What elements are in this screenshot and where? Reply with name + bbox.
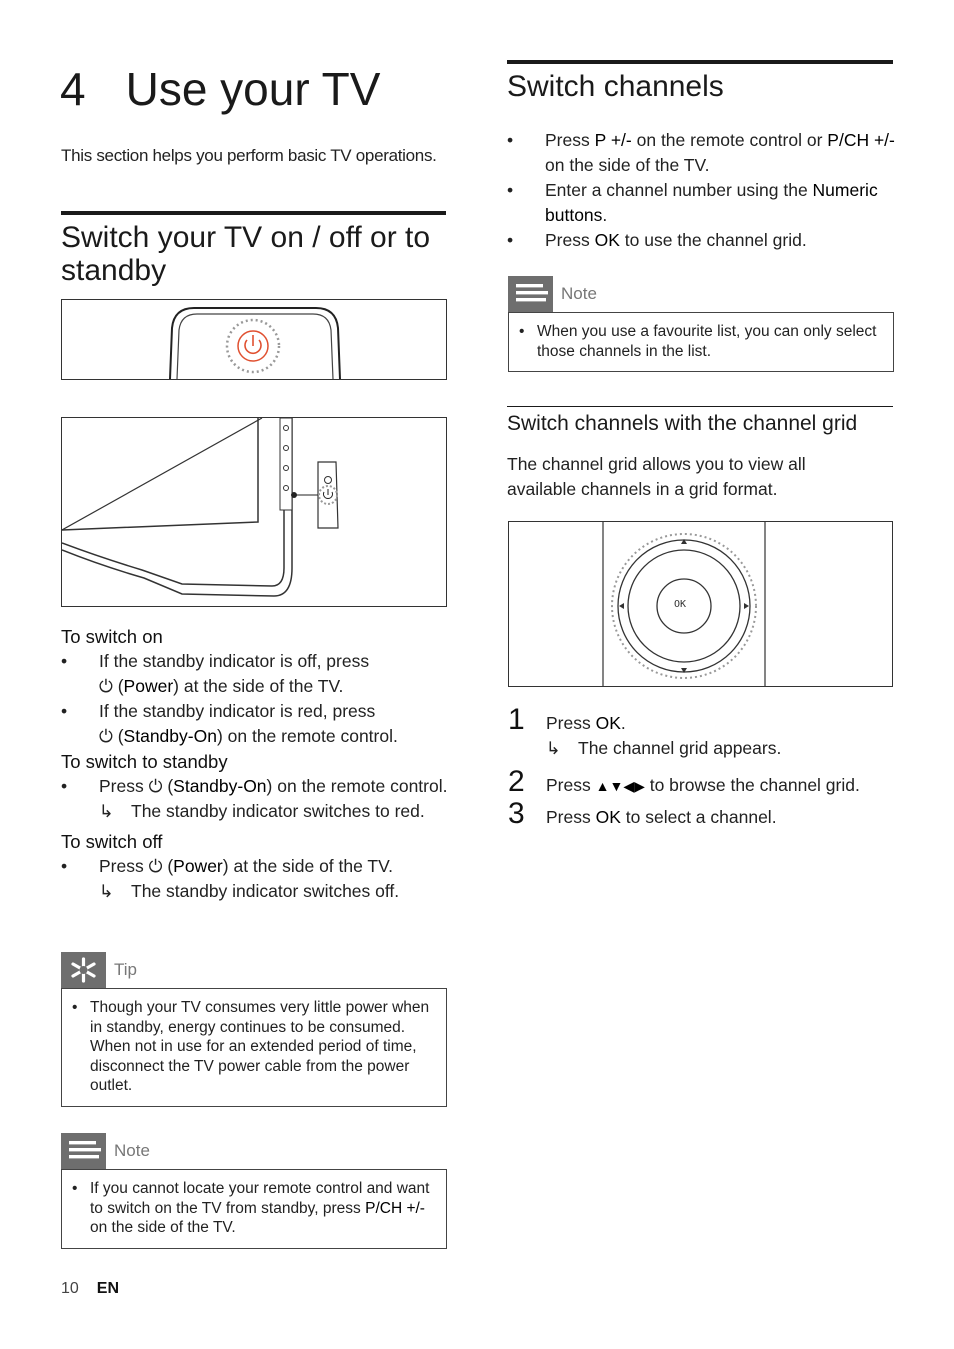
list-item: • Press ⏻ (Standby-On) on the remote control. ↳ The standby indicator switches to red.: [61, 774, 451, 824]
switch-channels-list: [507, 128, 897, 253]
page-footer: [61, 1280, 119, 1298]
bullet: •: [61, 701, 68, 721]
tip-body: [61, 988, 447, 1107]
list-item: • Enter a channel number using the Numeric buttons.: [507, 180, 878, 225]
bullet: •: [507, 180, 514, 200]
result-line: ↳ The standby indicator switches to red.: [99, 799, 451, 824]
list-item: • When you use a favourite list, you can only select those channels in the list.: [519, 323, 877, 360]
channel-grid-intro: The channel grid allows you to view all available channels in a grid format.: [507, 454, 806, 499]
intro-text: This section helps you perform basic TV operations.: [61, 146, 437, 165]
list-item: • Press P +/- on the remote control or P/CH +/- on the side of the TV.: [507, 130, 895, 175]
bullet: •: [507, 230, 514, 250]
note-lines-icon: [61, 1133, 106, 1169]
chapter-number: 4: [60, 63, 86, 115]
list-item: • If you cannot locate your remote control and want to switch on the TV from standby, press P/CH +/- on the side of the TV.: [72, 1180, 430, 1236]
tip-box: [61, 952, 447, 1107]
bullet: •: [61, 651, 68, 671]
result-arrow-icon: ↳: [99, 881, 114, 901]
switch-on-heading: To switch on: [61, 626, 163, 647]
section-title-switch-channels: Switch channels: [507, 70, 724, 103]
result-line: ↳ The channel grid appears.: [546, 736, 898, 761]
ok-button-label: OK: [674, 599, 687, 610]
chapter-title: [60, 62, 380, 116]
subsection-title-channel-grid: Switch channels with the channel grid: [507, 412, 858, 435]
note-body: [508, 312, 894, 372]
language-code: EN: [96, 1280, 120, 1297]
tv-side-power-illustration: [61, 417, 447, 607]
step-number: 3: [508, 797, 525, 830]
power-icon: ⏻: [148, 776, 163, 796]
navigation-arrows-icon: ▲▼◀▶: [595, 778, 645, 794]
tip-label: Tip: [114, 960, 137, 979]
switch-on-list: [61, 649, 451, 749]
remote-power-illustration: [61, 299, 447, 380]
page-number: 10: [61, 1280, 79, 1297]
note-label: Note: [561, 284, 597, 303]
tip-header: [61, 952, 447, 988]
note-label: Note: [114, 1141, 150, 1160]
switch-standby-list: [61, 774, 451, 824]
navigation-ring-illustration: [508, 521, 893, 687]
list-item: • If the standby indicator is red, press ⏻ (Standby-On) on the remote control.: [61, 701, 398, 746]
section-rule: [61, 211, 446, 215]
section-rule: [507, 60, 893, 64]
step: 1 Press OK. ↳ The channel grid appears.: [508, 711, 898, 761]
power-icon: ⏻: [99, 676, 113, 696]
step: 2 Press ▲▼◀▶ to browse the channel grid.: [508, 765, 860, 798]
note-box-left: [61, 1133, 447, 1249]
bullet: •: [72, 999, 78, 1016]
step: 3 Press OK to select a channel.: [508, 797, 777, 830]
note-lines-icon: [508, 276, 553, 312]
result-arrow-icon: ↳: [99, 801, 114, 821]
section-title-switch-on-off: Switch your TV on / off or to standby: [61, 221, 431, 287]
switch-off-list: [61, 854, 451, 904]
bullet: •: [61, 776, 68, 796]
list-item: • Press ⏻ (Power) at the side of the TV. ↳ The standby indicator switches off.: [61, 854, 451, 904]
note-box-right: [508, 276, 894, 372]
list-item: • Though your TV consumes very little power when in standby, energy continues to be consumed. When not in use for an extended period of time, disconnect the TV power cable from the power outlet.: [72, 999, 430, 1094]
bullet: •: [507, 130, 514, 150]
power-icon: ⏻: [99, 726, 113, 746]
step-number: 1: [508, 703, 525, 736]
list-item: • Press OK to use the channel grid.: [507, 228, 897, 253]
note-header: [61, 1133, 447, 1169]
bullet: •: [61, 856, 68, 876]
list-item: • If the standby indicator is off, press ⏻ (Power) at the side of the TV.: [61, 651, 370, 696]
step-number: 2: [508, 765, 525, 798]
tip-star-icon: [61, 952, 106, 988]
channel-grid-steps: [508, 703, 898, 830]
note-body: [61, 1169, 447, 1249]
switch-off-heading: To switch off: [61, 831, 163, 852]
bullet: •: [72, 1180, 78, 1197]
switch-standby-heading: To switch to standby: [61, 751, 228, 772]
power-icon: ⏻: [148, 856, 163, 876]
result-line: ↳ The standby indicator switches off.: [99, 879, 451, 904]
result-arrow-icon: ↳: [546, 738, 561, 758]
bullet: •: [519, 323, 525, 340]
chapter-title-text: Use your TV: [125, 63, 381, 115]
subsection-rule: [507, 406, 893, 407]
note-header: [508, 276, 894, 312]
switch-on-block: [61, 624, 451, 904]
